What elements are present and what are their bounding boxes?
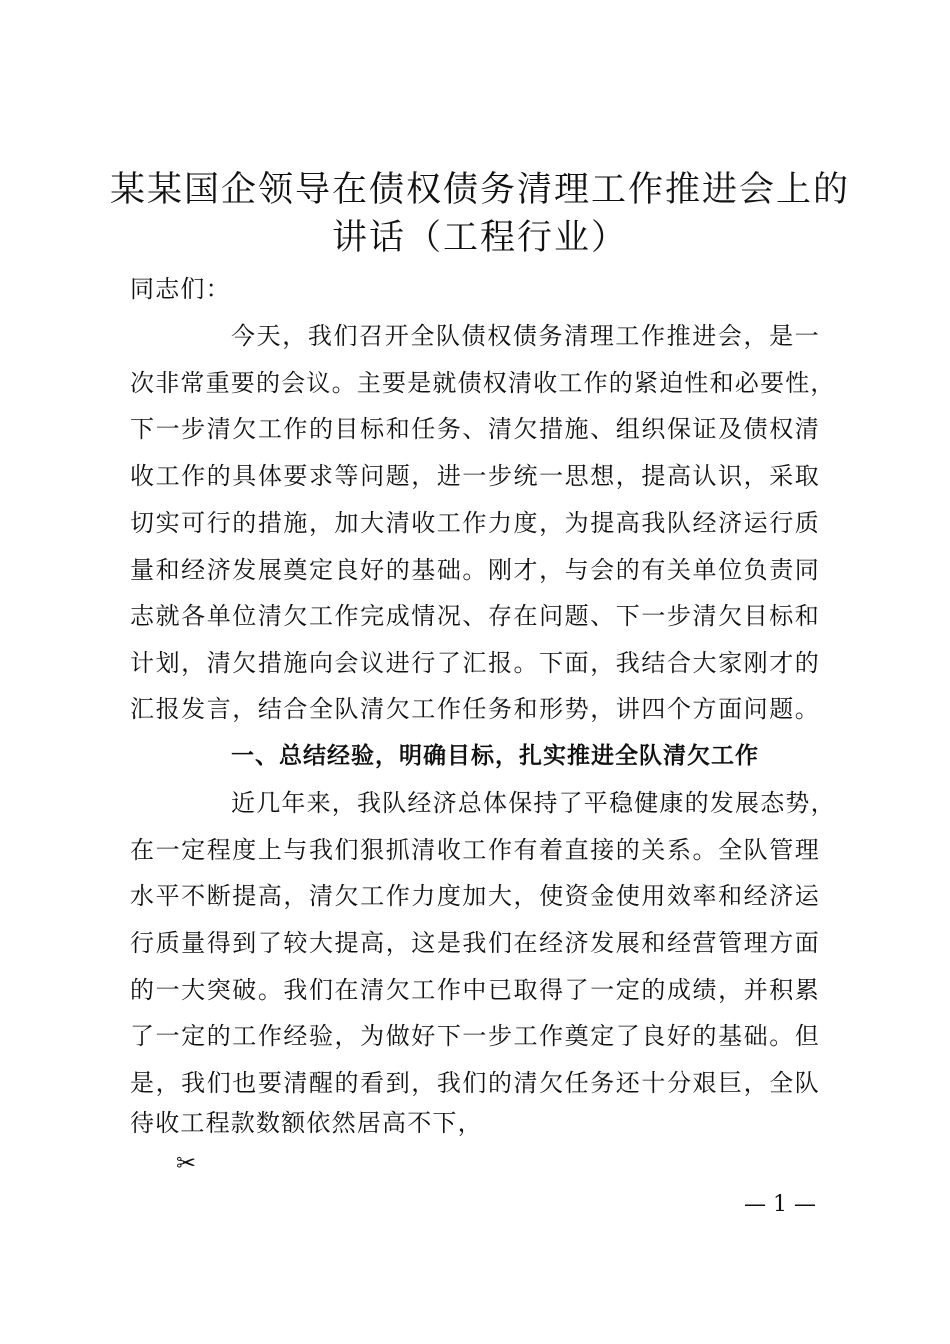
paragraph-1-line: 切实可行的措施，加大清收工作力度，为提高我队经济运行质 — [130, 509, 820, 537]
paragraph-2-line: 近几年来，我队经济总体保持了平稳健康的发展态势， — [231, 789, 836, 817]
section-heading: 一、总结经验，明确目标，扎实推进全队清欠工作 — [231, 743, 759, 769]
paragraph-1-line: 志就各单位清欠工作完成情况、存在问题、下一步清欠目标和 — [130, 602, 820, 630]
document-title-line-2: 讲话（工程行业） — [331, 218, 628, 258]
paragraph-1-line: 计划，清欠措施向会议进行了汇报。下面，我结合大家刚才的 — [130, 649, 820, 677]
paragraph-1-line: 次非常重要的会议。主要是就债权清收工作的紧迫性和必要性， — [130, 369, 836, 397]
paragraph-1-line: 下一步清欠工作的目标和任务、清欠措施、组织保证及债权清 — [130, 415, 820, 443]
paragraph-2-line: 了一定的工作经验，为做好下一步工作奠定了良好的基础。但 — [130, 1022, 820, 1050]
salutation: 同志们： — [130, 275, 231, 303]
paragraph-2-line: 的一大突破。我们在清欠工作中已取得了一定的成绩，并积累 — [130, 976, 820, 1004]
paragraph-1-line: 量和经济发展奠定良好的基础。刚才，与会的有关单位负责同 — [130, 556, 820, 584]
scissors-icon: ✂ — [176, 1149, 197, 1177]
paragraph-2-line: 待收工程款数额依然居高不下， — [130, 1109, 483, 1137]
page-number: — 1 — — [744, 1192, 816, 1217]
paragraph-2-line: 行质量得到了较大提高，这是我们在经济发展和经营管理方面 — [130, 929, 820, 957]
document-title-line-1: 某某国企领导在债权债务清理工作推进会上的 — [110, 170, 851, 210]
paragraph-2-line: 在一定程度上与我们狠抓清收工作有着直接的关系。全队管理 — [130, 836, 820, 864]
paragraph-1-line: 汇报发言，结合全队清欠工作任务和形势，讲四个方面问题。 — [130, 695, 820, 723]
paragraph-1-line: 收工作的具体要求等问题，进一步统一思想，提高认识，采取 — [130, 462, 820, 490]
paragraph-2-line: 是，我们也要清醒的看到，我们的清欠任务还十分艰巨，全队 — [130, 1069, 820, 1097]
paragraph-2-line: 水平不断提高，清欠工作力度加大，使资金使用效率和经济运 — [130, 882, 820, 910]
paragraph-1-line: 今天，我们召开全队债权债务清理工作推进会，是一 — [231, 322, 820, 350]
